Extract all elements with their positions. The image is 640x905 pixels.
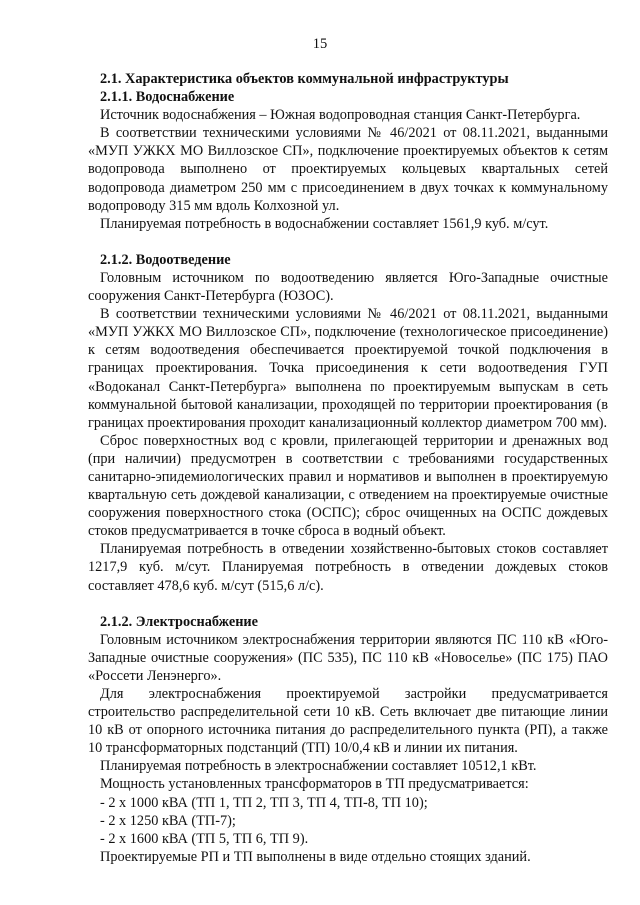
power-supply-heading: 2.1.2. Электроснабжение (100, 613, 259, 630)
list-item: - 2 х 1250 кВА (ТП-7); (100, 812, 236, 829)
water-supply-heading: 2.1.1. Водоснабжение (100, 89, 235, 106)
sewerage-paragraph: В соответствии техническими условиями № 46/2021 от 08.11.2021, выданными «МУП УЖКХ МО Виллозское СП», подключение (технологическое присоединение) к сетям водоотведения обеспечивается проектируемой точкой подключения в границах проектирования. Точка присоединения к сети водоотведения ГУП «Водоканал Санкт-Петербурга» выполнена по проектируемым выпускам в сеть коммунальной бытовой канализации, проходящей по территории проектирования (в границах проектирования проходит канализационный коллектор диаметром 700 мм). (88, 306, 608, 431)
power-supply-paragraph: Для электроснабжения проектируемой застройки предусматривается строительство распределительной сети 10 кВ. Сеть включает две питающие линии 10 кВ от опорного источника питания до распределительного пункта (РП), а также 10 трансформаторных подстанций (ТП) 10/0,4 кВ и линии их питания. (88, 686, 608, 757)
list-item: - 2 х 1000 кВА (ТП 1, ТП 2, ТП 3, ТП 4, ТП-8, ТП 10); (100, 794, 428, 811)
page-content (88, 70, 608, 866)
sewerage-paragraph: Сброс поверхностных вод с кровли, прилегающей территории и дренажных вод (при наличии) предусмотрен в соответствии с требованиями государственных санитарно-эпидемиологических правил и нормативов и выполнен в проектируемую квартальную сеть дождевой канализации, с отведением на проектируемые очистные сооружения поверхностного стока (ОСПС); сброс очищенных на ОСПС дождевых стоков предусматривается в точке сброса в водный объект. (88, 432, 608, 540)
water-supply-paragraph: Планируемая потребность в водоснабжении составляет 1561,9 куб. м/сут. (100, 215, 549, 232)
power-supply-paragraph: Планируемая потребность в электроснабжении составляет 10512,1 кВт. (100, 758, 537, 775)
list-item: - 2 х 1600 кВА (ТП 5, ТП 6, ТП 9). (100, 830, 309, 847)
page-number: 15 (312, 36, 328, 52)
water-supply-paragraph: Источник водоснабжения – Южная водопроводная станция Санкт-Петербурга. (100, 107, 581, 124)
sewerage-paragraph: Планируемая потребность в отведении хозяйственно-бытовых стоков составляет 1217,9 куб. м/сут. Планируемая потребность в отведении дождевых стоков составляет 478,6 куб. м/сут (515,6 л/с). (88, 541, 608, 594)
power-supply-paragraph: Головным источником электроснабжения территории являются ПС 110 кВ «Юго-Западные очистные сооружения» (ПС 535), ПС 110 кВ «Новоселье» (ПС 175) ПАО «Россети Ленэнерго». (88, 631, 608, 684)
power-supply-paragraph: Мощность установленных трансформаторов в ТП предусматривается: (100, 776, 529, 793)
water-supply-paragraph: В соответствии техническими условиями № 46/2021 от 08.11.2021, выданными «МУП УЖКХ МО Виллозское СП», подключение проектируемых объектов к сетям водопровода выполнено от проектируемых кольцевых квартальных сетей водопровода диаметром 250 мм с присоединением в двух точках к коммунальному водопроводу 315 мм вдоль Колхозной ул. (88, 125, 608, 214)
sewerage-paragraph: Головным источником по водоотведению является Юго-Западные очистные сооружения Санкт-Петербурга (ЮЗОС). (88, 269, 608, 305)
sewerage-heading: 2.1.2. Водоотведение (100, 251, 231, 268)
power-supply-paragraph: Проектируемые РП и ТП выполнены в виде отдельно стоящих зданий. (100, 848, 531, 865)
section-heading: 2.1. Характеристика объектов коммунальной инфраструктуры (100, 71, 509, 87)
